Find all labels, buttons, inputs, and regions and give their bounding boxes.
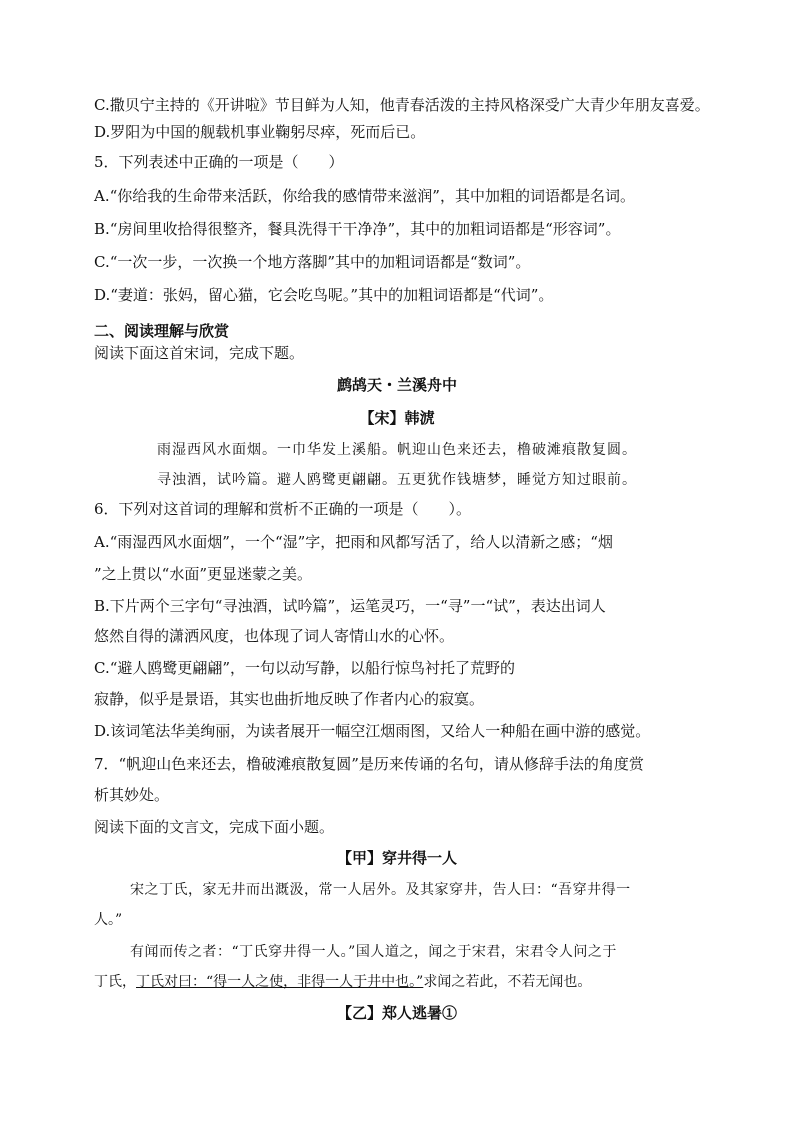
q6-option-b-line-2: 悠然自得的潇洒风度，也体现了词人寄情山水的心怀。 (94, 627, 455, 645)
q5-option-c: C.“一次一步，一次换一个地方落脚”其中的加粗词语都是“数词”。 (94, 253, 531, 271)
passage-a-p1-line-1: 宋之丁氏，家无井而出溉汲，常一人居外。及其家穿井，告人曰：“吾穿井得一 (130, 882, 631, 898)
q5-option-a: A.“你给我的生命带来活跃，你给我的感情带来滋润”，其中加粗的词语都是名词。 (94, 187, 635, 205)
section-heading: 二、阅读理解与欣赏 (94, 322, 230, 340)
q6-option-c-line-2: 寂静，似乎是景语，其实也曲折地反映了作者内心的寂寞。 (94, 690, 485, 708)
q5-option-d: D.“妻道：张妈，留心猫，它会吃鸟呢。”其中的加粗词语都是“代词”。 (94, 286, 554, 304)
passage-a-title: 【甲】穿井得一人 (336, 849, 457, 867)
poem-line-1: 雨湿西风水面烟。一巾华发上溪船。帆迎山色来还去，橹破滩痕散复圆。 (157, 442, 637, 458)
passage-b-title: 【乙】郑人逃暑① (336, 1004, 457, 1022)
poem-title: 鹧鸪天・兰溪舟中 (336, 376, 457, 394)
q7-line-2: 析其妙处。 (94, 786, 170, 804)
q6-option-b-line-1: B.下片两个三字句“寻浊酒，试吟篇”，运笔灵巧，一“寻”一“试”，表达出词人 (94, 597, 606, 615)
passage-a-p2-suffix: 求闻之若此，不若无闻也。 (423, 974, 592, 990)
passage-a-p2-line-1: 有闻而传之者：“丁氏穿井得一人。”国人道之，闻之于宋君，宋君令人问之于 (130, 944, 617, 960)
poem-author: 【宋】韩淲 (359, 409, 435, 427)
q4-option-c: C.撒贝宁主持的《开讲啦》节目鲜为人知，他青春活泼的主持风格深受广大青少年朋友喜爱。 (94, 96, 710, 114)
q7-line-1: 7．“帆迎山色来还去，橹破滩痕散复圆”是历来传诵的名句，请从修辞手法的角度赏 (94, 755, 644, 773)
q6-option-a-line-1: A.“雨湿西风水面烟”，一个“湿”字，把雨和风都写活了，给人以清新之感；“烟 (94, 533, 613, 551)
poem-intro: 阅读下面这首宋词，完成下题。 (94, 344, 305, 362)
q5-stem: 5．下列表述中正确的一项是（ ） (94, 153, 344, 171)
q5-option-b: B.“房间里收拾得很整齐，餐具洗得干干净净”，其中的加粗词语都是“形容词”。 (94, 220, 621, 238)
q4-option-d: D.罗阳为中国的舰载机事业鞠躬尽瘁，死而后已。 (94, 123, 426, 141)
classical-intro: 阅读下面的文言文，完成下面小题。 (94, 818, 335, 836)
poem-line-2: 寻浊酒，试吟篇。避人鸥鹭更翩翩。五更犹作钱塘梦，睡觉方知过眼前。 (157, 472, 637, 488)
passage-a-p2-line-2 (94, 972, 714, 992)
q6-stem: 6．下列对这首词的理解和赏析不正确的一项是（ ）。 (94, 500, 472, 518)
passage-a-underlined-sentence: 丁氏对曰：“得一人之使，非得一人于井中也。” (136, 974, 424, 990)
q6-option-a-line-2: ”之上贯以“水面”更显迷蒙之美。 (94, 565, 313, 583)
passage-a-p1-line-2: 人。” (94, 912, 123, 928)
q6-option-d: D.该词笔法华美绚丽，为读者展开一幅空江烟雨图，又给人一种船在画中游的感觉。 (94, 722, 651, 740)
q6-option-c-line-1: C.“避人鸥鹭更翩翩”，一句以动写静，以船行惊鸟衬托了荒野的 (94, 659, 516, 677)
passage-a-p2-prefix: 丁氏， (94, 974, 136, 990)
